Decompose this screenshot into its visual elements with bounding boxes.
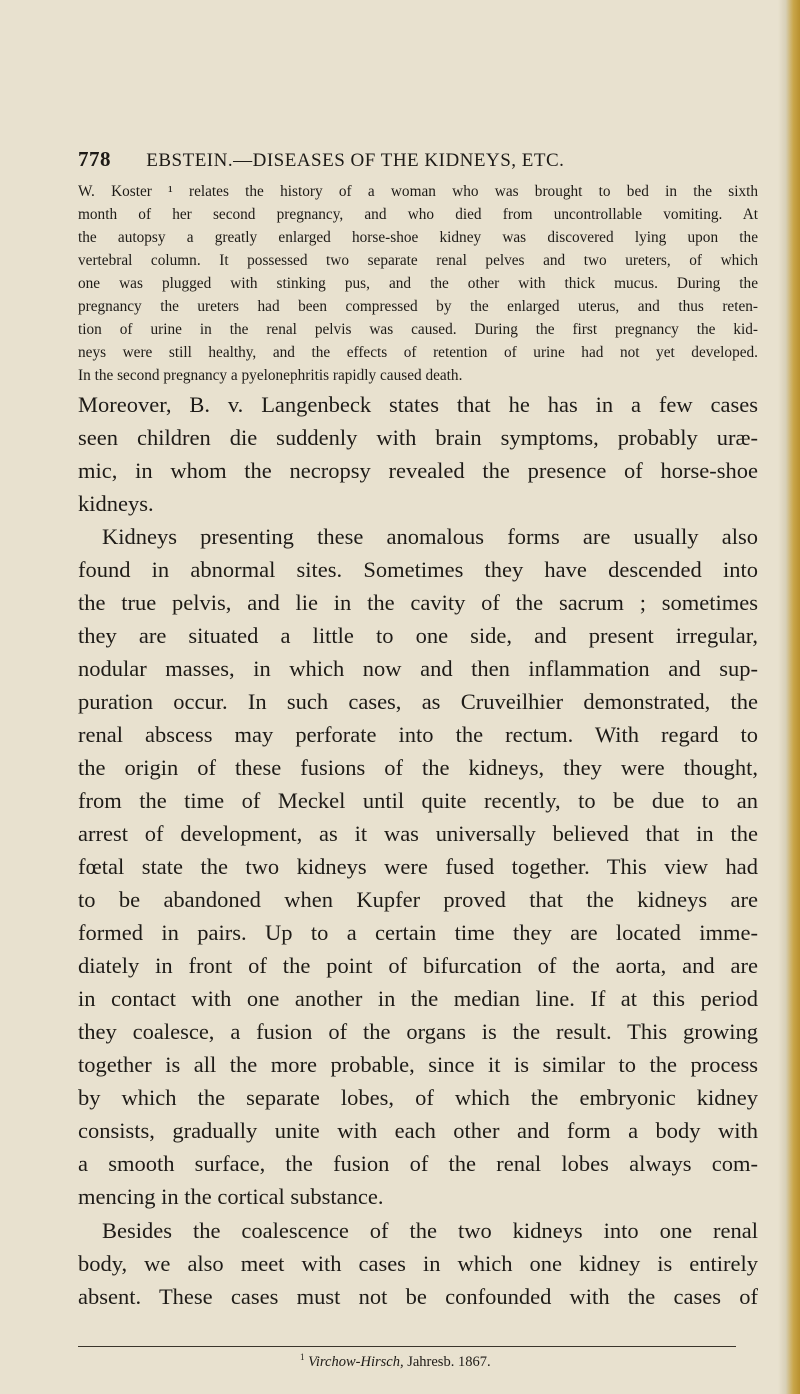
text-line: Besides the coalescence of the two kidneys into one renal <box>102 1218 758 1243</box>
paragraph-absent-kidney <box>78 1214 758 1313</box>
running-title: EBSTEIN.—DISEASES OF THE KIDNEYS, ETC. <box>146 150 565 171</box>
text-line: puration occur. In such cases, as Cruveilhier demonstrated, the <box>78 689 758 714</box>
footnote-marker: 1 <box>300 1352 305 1362</box>
text-line: mencing in the cortical substance. <box>78 1184 384 1209</box>
text-line: the true pelvis, and lie in the cavity of the sacrum ; sometimes <box>78 590 758 615</box>
text-line: by which the separate lobes, of which the embryonic kidney <box>78 1085 758 1110</box>
text-line: In the second pregnancy a pyelonephritis rapidly caused death. <box>78 367 463 384</box>
text-line: arrest of development, as it was universally believed that in the <box>78 821 758 846</box>
text-line: neys were still healthy, and the effects of retention of urine had not yet developed. <box>78 344 758 361</box>
text-line: absent. These cases must not be confounded with the cases of <box>78 1284 758 1309</box>
text-line: from the time of Meckel until quite recently, to be due to an <box>78 788 758 813</box>
text-line: together is all the more probable, since it is similar to the process <box>78 1052 758 1077</box>
text-line: they are situated a little to one side, and present irregular, <box>78 623 758 648</box>
text-line: found in abnormal sites. Sometimes they have descended into <box>78 557 758 582</box>
text-line: the origin of these fusions of the kidneys, they were thought, <box>78 755 758 780</box>
paragraph-anomalous-sites <box>78 520 758 1213</box>
text-line: seen children die suddenly with brain symptoms, probably uræ- <box>78 425 758 450</box>
text-line: formed in pairs. Up to a certain time they are located imme- <box>78 920 758 945</box>
text-line: a smooth surface, the fusion of the renal lobes always com- <box>78 1151 758 1176</box>
page-number: 778 <box>78 147 111 171</box>
text-line: in contact with one another in the median line. If at this period <box>78 986 758 1011</box>
text-line: Kidneys presenting these anomalous forms are usually also <box>102 524 758 549</box>
text-line: renal abscess may perforate into the rectum. With regard to <box>78 722 758 747</box>
footnote-rest: Jahresb. 1867. <box>403 1353 491 1370</box>
text-line: to be abandoned when Kupfer proved that the kidneys are <box>78 887 758 912</box>
footnote-citation: Virchow-Hirsch, <box>308 1353 404 1370</box>
text-line: they coalesce, a fusion of the organs is the result. This growing <box>78 1019 758 1044</box>
text-line: W. Koster ¹ relates the history of a woman who was brought to bed in the sixth <box>78 183 758 200</box>
text-line: month of her second pregnancy, and who died from uncontrollable vomiting. At <box>78 206 758 223</box>
text-line: one was plugged with stinking pus, and the other with thick mucus. During the <box>78 275 758 292</box>
footnote-divider <box>78 1346 736 1347</box>
text-line: mic, in whom the necropsy revealed the presence of horse-shoe <box>78 458 758 483</box>
text-line: pregnancy the ureters had been compressed by the enlarged uterus, and thus reten- <box>78 298 758 315</box>
text-line: the autopsy a greatly enlarged horse-shoe kidney was discovered lying upon the <box>78 229 758 246</box>
footnote <box>300 1352 491 1371</box>
text-line: kidneys. <box>78 491 154 516</box>
running-header <box>78 147 738 172</box>
text-line: diately in front of the point of bifurcation of the aorta, and are <box>78 953 758 978</box>
paragraph-koster <box>78 180 758 387</box>
paragraph-langenbeck <box>78 388 758 520</box>
text-line: nodular masses, in which now and then inflammation and sup- <box>78 656 758 681</box>
text-line: Moreover, B. v. Langenbeck states that he has in a few cases <box>78 392 758 417</box>
text-line: body, we also meet with cases in which one kidney is entirely <box>78 1251 758 1276</box>
page-edge <box>778 0 800 1394</box>
text-line: consists, gradually unite with each other and form a body with <box>78 1118 758 1143</box>
text-line: vertebral column. It possessed two separate renal pelves and two ureters, of which <box>78 252 758 269</box>
text-line: fœtal state the two kidneys were fused together. This view had <box>78 854 758 879</box>
text-line: tion of urine in the renal pelvis was caused. During the first pregnancy the kid- <box>78 321 758 338</box>
